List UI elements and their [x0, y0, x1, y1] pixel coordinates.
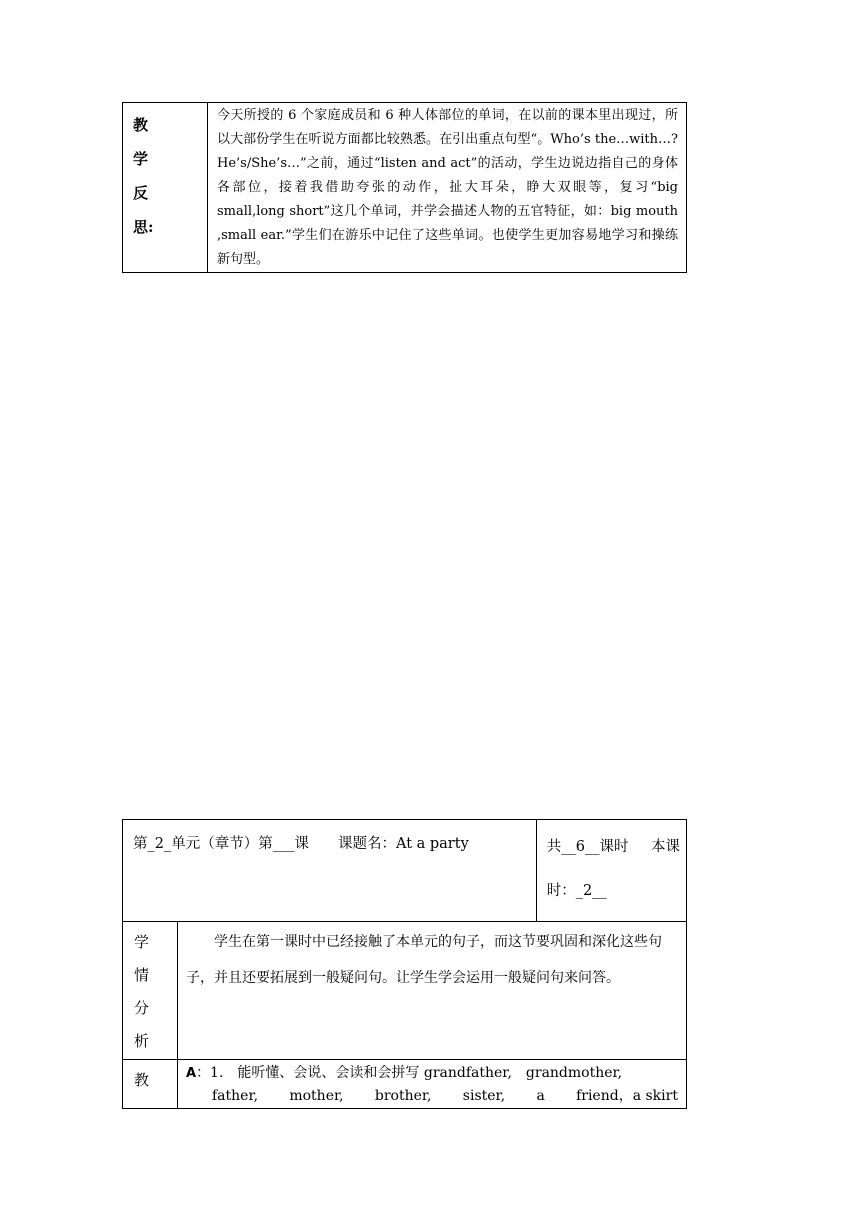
goal-label-cell	[123, 1060, 178, 1109]
goal-prefix: A	[186, 1066, 197, 1081]
total-hours-text: 共__6__课时	[546, 839, 629, 855]
teaching-reflection-table	[122, 102, 687, 273]
lesson-number-text: 时：_2__	[546, 883, 607, 899]
goal-line-1	[186, 1062, 678, 1085]
goal-label-char: 教	[134, 1071, 150, 1089]
this-lesson-text: 本课	[651, 839, 680, 855]
goal-word: a	[536, 1088, 545, 1104]
analysis-label-char: 情	[134, 966, 150, 984]
reflection-text: 今天所授的 6 个家庭成员和 6 种人体部位的单词，在以前的课本里出现过，所以大部份学生在听说方面都比较熟悉。在引出重点句型“。Who’s the…with…? He’s/She’s…”之前，通过“listen and act”的活动，学生边说边指自己的身体各部位，接着我借助夸张的动作，扯大耳朵，睁大双眼等，复习“big small,long short”这几个单词，并学会描述人物的五官特征，如：big mouth ,small ear.”学生们在游乐中记住了这些单词。也使学生更加容易地学习和操练新句型。	[208, 103, 687, 273]
student-analysis-text: 学生在第一课时中已经接触了本单元的句子，而这节要巩固和深化这些句子，并且还要拓展到一般疑问句。让学生学会运用一般疑问句来问答。	[186, 934, 662, 986]
teaching-goal-cell	[178, 1060, 687, 1109]
goal-line-1-text: ：1. 能听懂、会说、会读和会拼写 grandfather, grandmother,	[196, 1065, 623, 1081]
reflection-label-cell	[123, 103, 208, 273]
analysis-label-cell	[123, 922, 178, 1060]
lesson-header-hours	[536, 820, 686, 922]
reflection-label-char: 反	[133, 184, 149, 202]
reflection-label-char: 学	[133, 150, 149, 168]
goal-word: father,	[212, 1088, 259, 1104]
lesson-header-title: 第_2_单元（章节）第___课 课题名：At a party	[123, 820, 537, 922]
analysis-label-char: 学	[134, 933, 150, 951]
analysis-label-char: 析	[134, 1032, 150, 1050]
goal-word: brother,	[374, 1088, 432, 1104]
goal-word: friend，a skirt	[576, 1088, 678, 1104]
goal-word: mother,	[289, 1088, 344, 1104]
reflection-label-char: 思:	[133, 218, 154, 236]
goal-word: sister,	[462, 1088, 506, 1104]
student-analysis-cell	[178, 922, 687, 1060]
lesson-plan-table	[122, 819, 687, 1109]
goal-line-2	[186, 1085, 678, 1108]
reflection-label-char: 教	[133, 116, 149, 134]
analysis-label-char: 分	[134, 999, 150, 1017]
